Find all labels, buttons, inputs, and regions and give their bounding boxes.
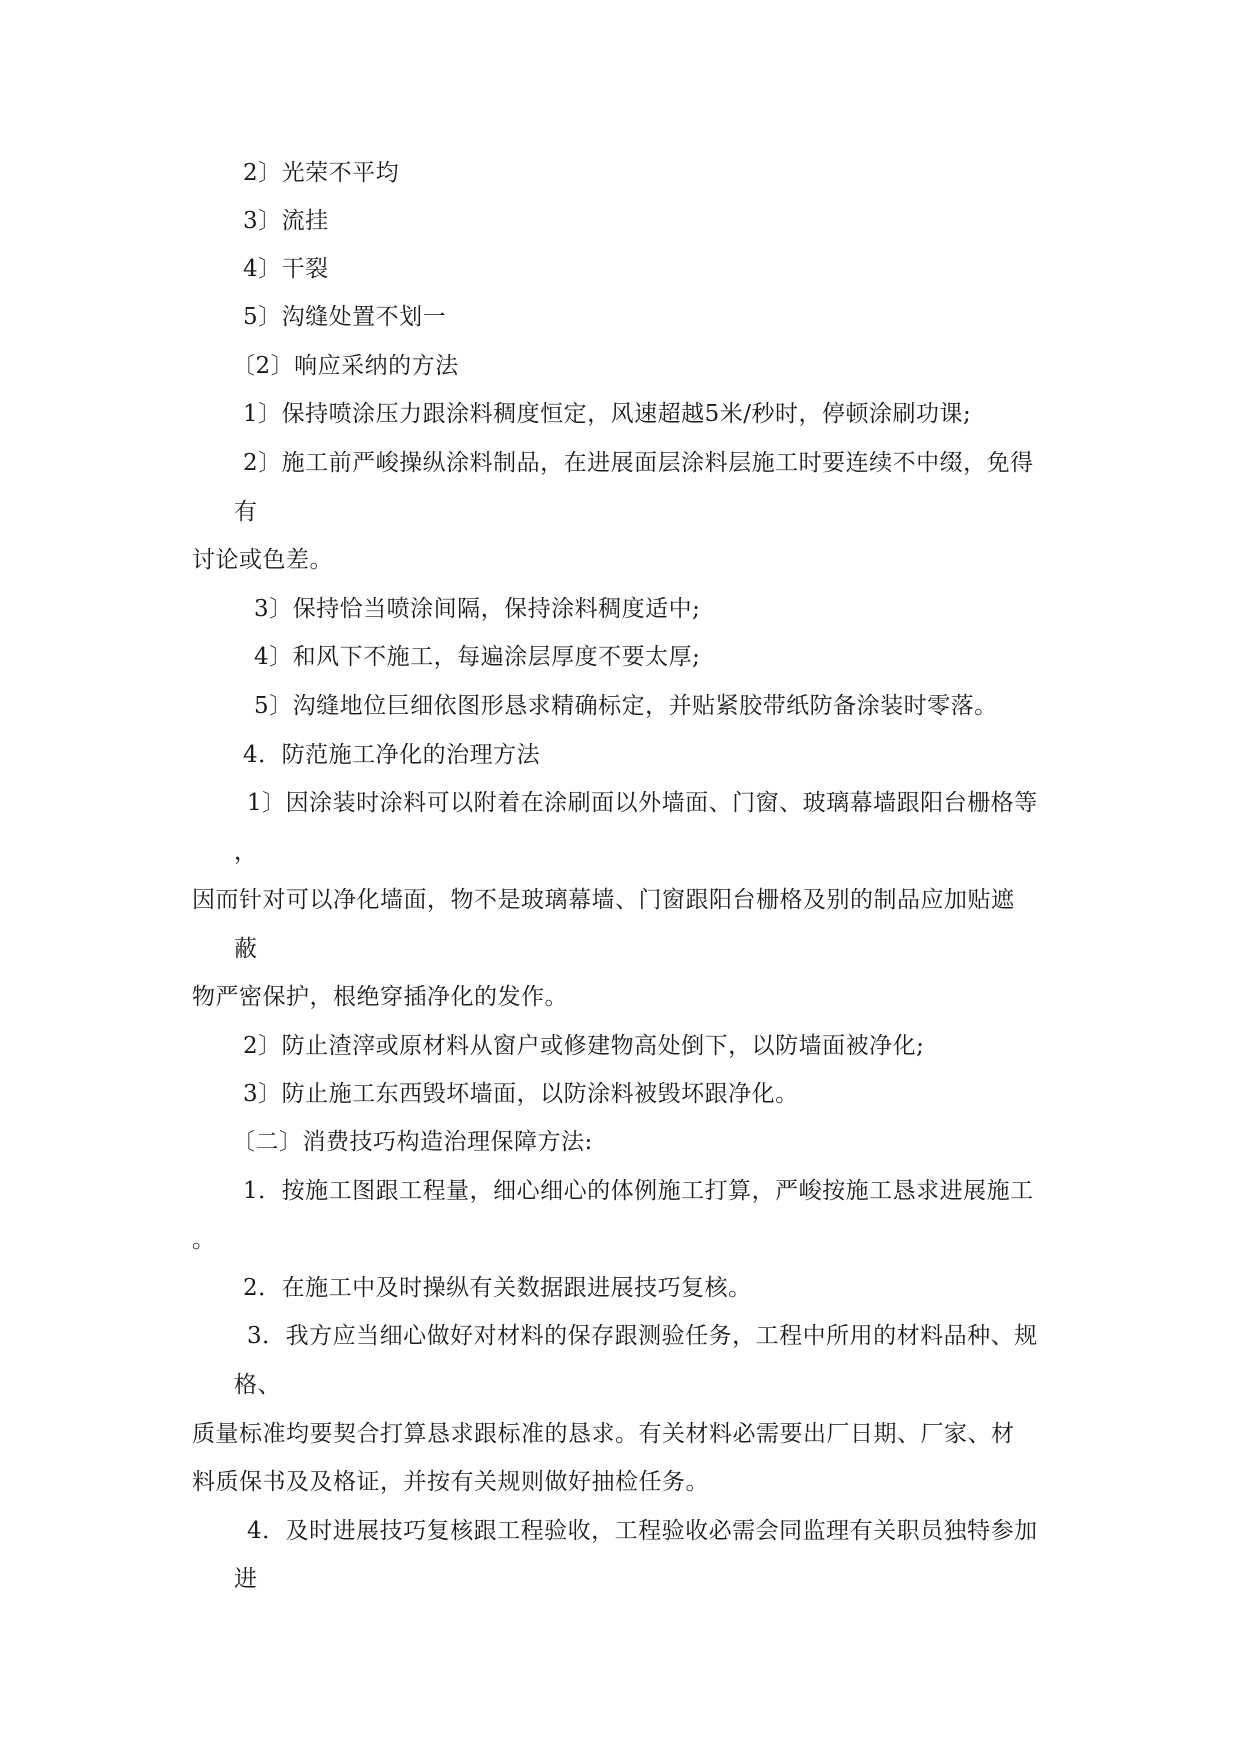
- text-line: 讨论或色差。: [192, 547, 333, 573]
- text-line: 2〕防止渣滓或原材料从窗户或修建物高处倒下，以防墙面被净化;: [243, 1033, 925, 1059]
- text-line: 3．我方应当细心做好对材料的保存跟测验任务，工程中所用的材料品种、规: [247, 1323, 1038, 1349]
- text-line: 3〕流挂: [243, 208, 329, 234]
- text-line: 有: [234, 499, 258, 525]
- text-line: 4．防范施工净化的治理方法: [243, 742, 541, 768]
- text-line: 1〕因涂装时涂料可以附着在涂刷面以外墙面、门窗、玻璃幕墙跟阳台栅格等: [247, 790, 1038, 816]
- text-line: 3〕防止施工东西毁坏墙面，以防涂料被毁坏跟净化。: [243, 1081, 799, 1107]
- text-line: 4．及时进展技巧复核跟工程验收，工程验收必需会同监理有关职员独特参加: [247, 1518, 1038, 1544]
- text-line: 物严密保护，根绝穿插净化的发作。: [192, 984, 568, 1010]
- text-line: 4〕和风下不施工，每遍涂层厚度不要太厚;: [254, 644, 701, 670]
- text-line: 进: [234, 1566, 258, 1592]
- text-line: 2〕光荣不平均: [243, 160, 400, 186]
- text-line: 因而针对可以净化墙面，物不是玻璃幕墙、门窗跟阳台栅格及别的制品应加贴遮: [192, 887, 1015, 913]
- text-line: 1〕保持喷涂压力跟涂料稠度恒定，风速超越5米/秒时，停顿涂刷功课;: [243, 401, 972, 427]
- text-line: 3〕保持恰当喷涂间隔，保持涂料稠度适中;: [254, 596, 701, 622]
- text-line: 1．按施工图跟工程量，细心细心的体例施工打算，严峻按施工恳求进展施工: [243, 1178, 1034, 1204]
- text-line: 5〕沟缝处置不划一: [243, 304, 447, 330]
- text-line: 2．在施工中及时操纵有关数据跟进展技巧复核。: [243, 1275, 752, 1301]
- text-line: 蔽: [234, 936, 258, 962]
- text-line: 4〕干裂: [243, 256, 329, 282]
- text-line: 〔二〕消费技巧构造治理保障方法:: [232, 1129, 593, 1155]
- text-line: 格、: [234, 1372, 281, 1398]
- text-line: 5〕沟缝地位巨细依图形恳求精确标定，并贴紧胶带纸防备涂装时零落。: [254, 693, 998, 719]
- text-line: ，: [234, 839, 258, 865]
- text-line: 。: [192, 1227, 216, 1253]
- text-line: 〔2〕响应采纳的方法: [232, 353, 459, 379]
- text-line: 质量标准均要契合打算恳求跟标准的恳求。有关材料必需要出厂日期、厂家、材: [192, 1421, 1015, 1447]
- text-line: 2〕施工前严峻操纵涂料制品，在进展面层涂料层施工时要连续不中缀，免得: [243, 450, 1034, 476]
- text-line: 料质保书及及格证，并按有关规则做好抽检任务。: [192, 1469, 709, 1495]
